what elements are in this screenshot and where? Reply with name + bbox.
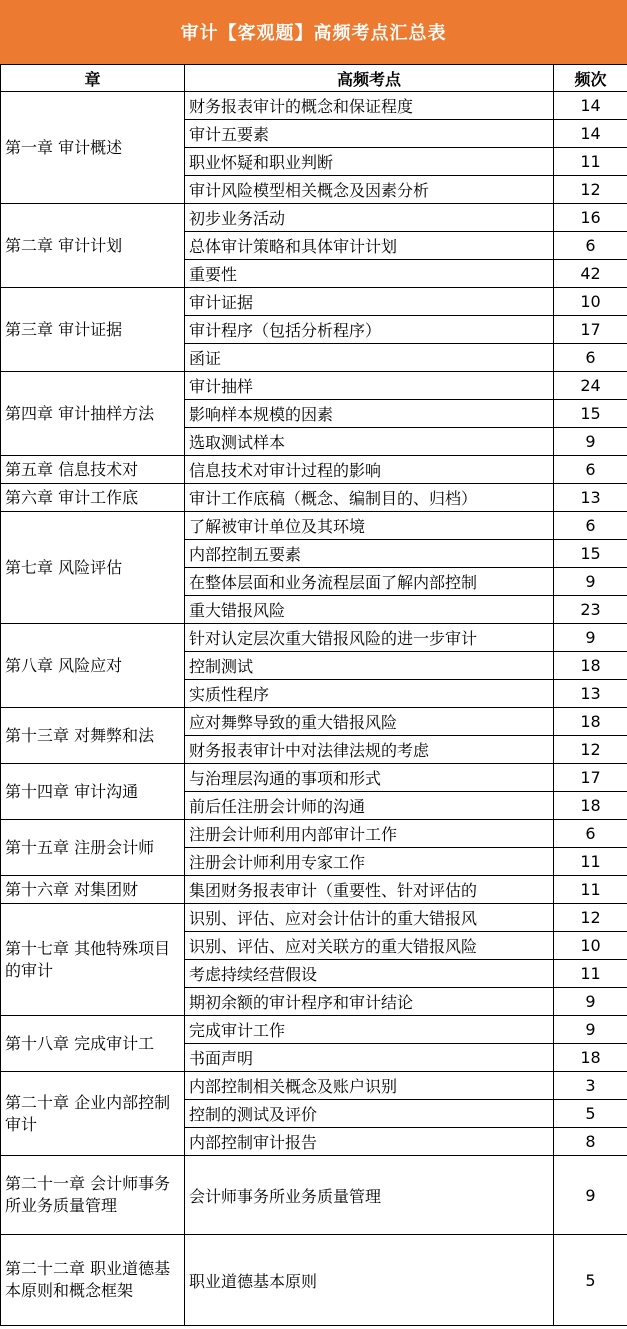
topic-cell: 完成审计工作 <box>185 1016 554 1044</box>
chapter-cell: 第十四章 审计沟通 <box>1 764 185 820</box>
table-row <box>1 456 627 484</box>
frequency-cell: 17 <box>554 764 627 792</box>
frequency-cell: 9 <box>554 568 627 596</box>
frequency-cell: 24 <box>554 372 627 400</box>
table-row <box>1 372 627 400</box>
chapter-cell: 第八章 风险应对 <box>1 624 185 708</box>
table-row <box>1 764 627 792</box>
table-row <box>1 204 627 232</box>
frequency-cell: 8 <box>554 1128 627 1156</box>
frequency-cell: 15 <box>554 540 627 568</box>
topic-cell: 影响样本规模的因素 <box>185 400 554 428</box>
frequency-cell: 6 <box>554 232 627 260</box>
chapter-cell: 第一章 审计概述 <box>1 92 185 204</box>
topic-cell: 注册会计师利用专家工作 <box>185 848 554 876</box>
summary-table <box>0 64 627 1326</box>
table-row <box>1 708 627 736</box>
topic-cell: 总体审计策略和具体审计计划 <box>185 232 554 260</box>
frequency-cell: 13 <box>554 484 627 512</box>
frequency-cell: 12 <box>554 904 627 932</box>
topic-cell: 内部控制相关概念及账户识别 <box>185 1072 554 1100</box>
topic-cell: 审计抽样 <box>185 372 554 400</box>
topic-cell: 期初余额的审计程序和审计结论 <box>185 988 554 1016</box>
frequency-cell: 9 <box>554 988 627 1016</box>
topic-cell: 函证 <box>185 344 554 372</box>
frequency-cell: 11 <box>554 848 627 876</box>
topic-cell: 审计证据 <box>185 288 554 316</box>
header-frequency: 频次 <box>554 65 627 92</box>
frequency-cell: 18 <box>554 1044 627 1072</box>
topic-cell: 会计师事务所业务质量管理 <box>185 1156 554 1235</box>
topic-cell: 初步业务活动 <box>185 204 554 232</box>
frequency-cell: 16 <box>554 204 627 232</box>
chapter-cell: 第六章 审计工作底 <box>1 484 185 512</box>
topic-cell: 信息技术对审计过程的影响 <box>185 456 554 484</box>
chapter-cell: 第二章 审计计划 <box>1 204 185 288</box>
table-row <box>1 1072 627 1100</box>
frequency-cell: 12 <box>554 176 627 204</box>
topic-cell: 财务报表审计的概念和保证程度 <box>185 92 554 120</box>
topic-cell: 重要性 <box>185 260 554 288</box>
topic-cell: 审计程序（包括分析程序） <box>185 316 554 344</box>
chapter-cell: 第二十章 企业内部控制审计 <box>1 1072 185 1156</box>
topic-cell: 在整体层面和业务流程层面了解内部控制 <box>185 568 554 596</box>
table-row <box>1 876 627 904</box>
topic-cell: 内部控制五要素 <box>185 540 554 568</box>
topic-cell: 与治理层沟通的事项和形式 <box>185 764 554 792</box>
chapter-cell: 第十七章 其他特殊项目的审计 <box>1 904 185 1016</box>
frequency-cell: 14 <box>554 92 627 120</box>
frequency-cell: 6 <box>554 344 627 372</box>
frequency-cell: 12 <box>554 736 627 764</box>
topic-cell: 前后任注册会计师的沟通 <box>185 792 554 820</box>
chapter-cell: 第四章 审计抽样方法 <box>1 372 185 456</box>
frequency-cell: 9 <box>554 624 627 652</box>
frequency-cell: 9 <box>554 1016 627 1044</box>
topic-cell: 审计风险模型相关概念及因素分析 <box>185 176 554 204</box>
chapter-cell: 第十八章 完成审计工 <box>1 1016 185 1072</box>
frequency-cell: 5 <box>554 1235 627 1326</box>
topic-cell: 审计五要素 <box>185 120 554 148</box>
topic-cell: 应对舞弊导致的重大错报风险 <box>185 708 554 736</box>
topic-cell: 审计工作底稿（概念、编制目的、归档） <box>185 484 554 512</box>
topic-cell: 了解被审计单位及其环境 <box>185 512 554 540</box>
frequency-cell: 3 <box>554 1072 627 1100</box>
chapter-cell: 第十三章 对舞弊和法 <box>1 708 185 764</box>
table-row <box>1 904 627 932</box>
topic-cell: 注册会计师利用内部审计工作 <box>185 820 554 848</box>
chapter-cell: 第十六章 对集团财 <box>1 876 185 904</box>
frequency-cell: 5 <box>554 1100 627 1128</box>
topic-cell: 考虑持续经营假设 <box>185 960 554 988</box>
chapter-cell: 第十五章 注册会计师 <box>1 820 185 876</box>
topic-cell: 识别、评估、应对会计估计的重大错报风 <box>185 904 554 932</box>
header-row <box>1 65 627 92</box>
table-row <box>1 1156 627 1235</box>
frequency-cell: 11 <box>554 960 627 988</box>
topic-cell: 控制测试 <box>185 652 554 680</box>
frequency-cell: 18 <box>554 792 627 820</box>
frequency-cell: 6 <box>554 456 627 484</box>
frequency-cell: 42 <box>554 260 627 288</box>
chapter-cell: 第三章 审计证据 <box>1 288 185 372</box>
frequency-cell: 10 <box>554 932 627 960</box>
table-row <box>1 1235 627 1326</box>
table-row <box>1 512 627 540</box>
topic-cell: 实质性程序 <box>185 680 554 708</box>
frequency-cell: 6 <box>554 820 627 848</box>
frequency-cell: 9 <box>554 1156 627 1235</box>
frequency-cell: 17 <box>554 316 627 344</box>
frequency-cell: 13 <box>554 680 627 708</box>
topic-cell: 选取测试样本 <box>185 428 554 456</box>
table-body <box>1 92 627 1326</box>
topic-cell: 财务报表审计中对法律法规的考虑 <box>185 736 554 764</box>
table-row <box>1 820 627 848</box>
table-row <box>1 92 627 120</box>
table-row <box>1 288 627 316</box>
frequency-cell: 18 <box>554 652 627 680</box>
frequency-cell: 10 <box>554 288 627 316</box>
frequency-cell: 11 <box>554 148 627 176</box>
header-topic: 高频考点 <box>185 65 554 92</box>
topic-cell: 书面声明 <box>185 1044 554 1072</box>
topic-cell: 针对认定层次重大错报风险的进一步审计 <box>185 624 554 652</box>
frequency-cell: 14 <box>554 120 627 148</box>
table-row <box>1 484 627 512</box>
table-row <box>1 624 627 652</box>
frequency-cell: 9 <box>554 428 627 456</box>
topic-cell: 职业道德基本原则 <box>185 1235 554 1326</box>
topic-cell: 重大错报风险 <box>185 596 554 624</box>
chapter-cell: 第七章 风险评估 <box>1 512 185 624</box>
topic-cell: 控制的测试及评价 <box>185 1100 554 1128</box>
table-row <box>1 1016 627 1044</box>
chapter-cell: 第二十一章 会计师事务所业务质量管理 <box>1 1156 185 1235</box>
topic-cell: 识别、评估、应对关联方的重大错报风险 <box>185 932 554 960</box>
topic-cell: 集团财务报表审计（重要性、针对评估的 <box>185 876 554 904</box>
header-chapter: 章 <box>1 65 185 92</box>
frequency-cell: 11 <box>554 876 627 904</box>
table-title: 审计【客观题】高频考点汇总表 <box>0 0 627 64</box>
frequency-cell: 6 <box>554 512 627 540</box>
chapter-cell: 第五章 信息技术对 <box>1 456 185 484</box>
frequency-cell: 18 <box>554 708 627 736</box>
topic-cell: 职业怀疑和职业判断 <box>185 148 554 176</box>
frequency-cell: 15 <box>554 400 627 428</box>
chapter-cell: 第二十二章 职业道德基本原则和概念框架 <box>1 1235 185 1326</box>
topic-cell: 内部控制审计报告 <box>185 1128 554 1156</box>
frequency-cell: 23 <box>554 596 627 624</box>
